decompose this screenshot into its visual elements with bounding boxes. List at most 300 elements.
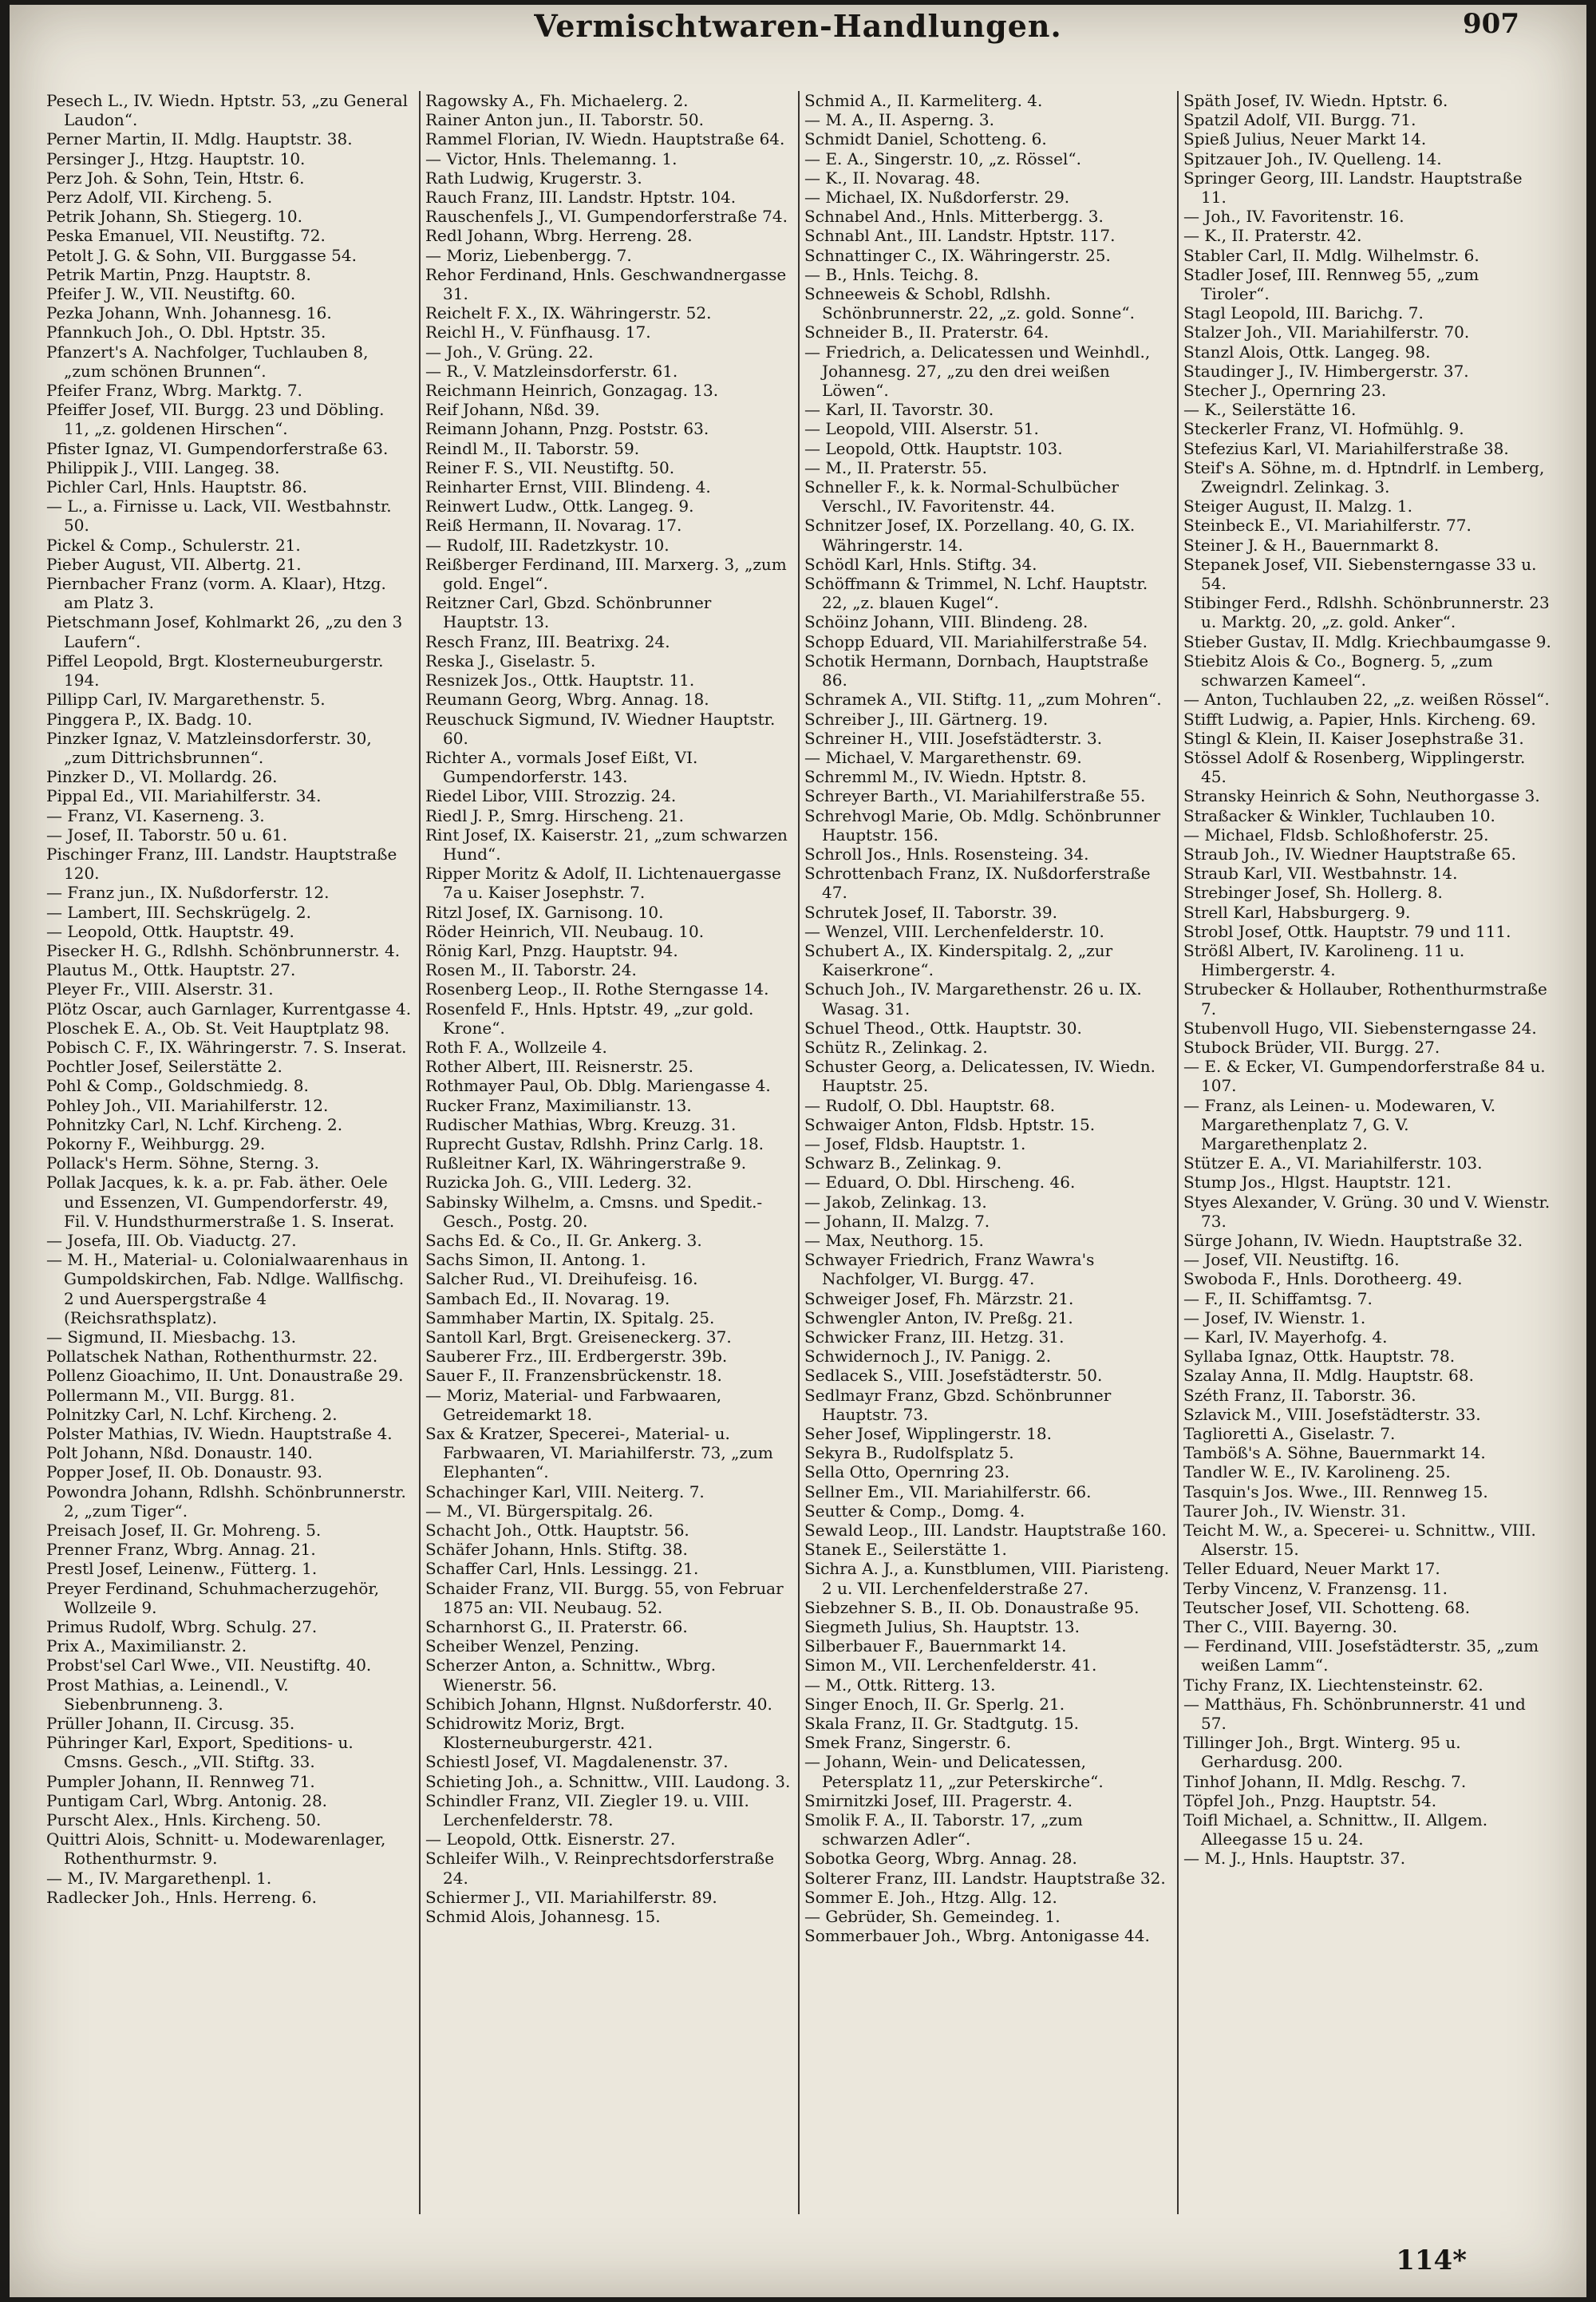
directory-entry: Strell Karl, Habsburgerg. 9. bbox=[1183, 902, 1411, 922]
directory-entry: Ruzicka Joh. G., VIII. Lederg. 32. bbox=[425, 1173, 692, 1193]
directory-entry: Schneller F., k. k. Normal-Schulbücher Verschl., IV. Favoritenstr. 44. bbox=[804, 477, 1119, 516]
directory-entry: — M., IV. Margarethenpl. 1. bbox=[46, 1868, 272, 1888]
directory-entry: Reichmann Heinrich, Gonzagag. 13. bbox=[425, 381, 719, 401]
directory-entry: Schramek A., VII. Stiftg. 11, „zum Mohren“. bbox=[804, 690, 1162, 710]
directory-entry: Steinbeck E., VI. Mariahilferstr. 77. bbox=[1183, 516, 1472, 536]
directory-entry: Pleyer Fr., VIII. Alserstr. 31. bbox=[46, 979, 274, 999]
directory-entry: Perz Adolf, VII. Kircheng. 5. bbox=[46, 188, 273, 208]
directory-entry: Sommerbauer Joh., Wbrg. Antonigasse 44. bbox=[804, 1926, 1150, 1946]
directory-entry: Rudischer Mathias, Wbrg. Kreuzg. 31. bbox=[425, 1114, 737, 1134]
directory-entry: Strobl Josef, Ottk. Hauptstr. 79 und 111. bbox=[1183, 921, 1511, 941]
directory-entry: Preyer Ferdinand, Schuhmacherzugehör, Wollzeile 9. bbox=[46, 1578, 380, 1617]
directory-entry: Richter A., vormals Josef Eißt, VI. Gumpendorferstr. 143. bbox=[425, 747, 698, 787]
directory-entry: Schremml M., IV. Wiedn. Hptstr. 8. bbox=[804, 767, 1087, 787]
directory-entry: Sommer E. Joh., Htzg. Allg. 12. bbox=[804, 1887, 1057, 1907]
directory-entry: Popper Josef, II. Ob. Donaustr. 93. bbox=[46, 1462, 322, 1482]
directory-entry: Polster Mathias, IV. Wiedn. Hauptstraße 4. bbox=[46, 1424, 393, 1444]
directory-entry: Schaider Franz, VII. Burgg. 55, von Februar 1875 an: VII. Neubaug. 52. bbox=[425, 1578, 784, 1617]
directory-entry: Széth Franz, II. Taborstr. 36. bbox=[1183, 1385, 1416, 1405]
directory-entry: Schöffmann & Trimmel, N. Lchf. Hauptstr. 22, „z. blauen Kugel“. bbox=[804, 574, 1148, 613]
directory-entry: — Josef, IV. Wienstr. 1. bbox=[1183, 1307, 1366, 1327]
directory-entry: Stransky Heinrich & Sohn, Neuthorgasse 3. bbox=[1183, 786, 1540, 806]
column-3 bbox=[800, 91, 1179, 2214]
directory-entry: Powondra Johann, Rdlshh. Schönbrunnerstr. 2, „zum Tiger“. bbox=[46, 1481, 406, 1521]
directory-entry: Sauberer Frz., III. Erdbergerstr. 39b. bbox=[425, 1347, 728, 1367]
directory-entry: Sewald Leop., III. Landstr. Hauptstraße 160. bbox=[804, 1521, 1167, 1541]
directory-entry: Schwengler Anton, IV. Preßg. 21. bbox=[804, 1307, 1073, 1327]
directory-entry: Seher Josef, Wipplingerstr. 18. bbox=[804, 1424, 1052, 1444]
directory-entry: Reska J., Giselastr. 5. bbox=[425, 651, 596, 670]
directory-entry: Schuch Joh., IV. Margarethenstr. 26 u. IX. Wasag. 31. bbox=[804, 979, 1142, 1018]
directory-entry: — Joh., IV. Favoritenstr. 16. bbox=[1183, 207, 1404, 227]
directory-entry: Quittri Alois, Schnitt- u. Modewarenlager, Rothenthurmstr. 9. bbox=[46, 1829, 386, 1869]
directory-entry: Tamböß's A. Söhne, Bauernmarkt 14. bbox=[1183, 1443, 1486, 1463]
directory-entry: Peska Emanuel, VII. Neustiftg. 72. bbox=[46, 226, 326, 246]
directory-entry: — B., Hnls. Teichg. 8. bbox=[804, 264, 979, 284]
directory-entry: Schütz R., Zelinkag. 2. bbox=[804, 1037, 988, 1057]
directory-entry: — Josef, II. Taborstr. 50 u. 61. bbox=[46, 825, 288, 844]
directory-entry: Schneeweis & Schobl, Rdlshh. Schönbrunnerstr. 22, „z. gold. Sonne“. bbox=[804, 284, 1135, 323]
directory-entry: — Anton, Tuchlauben 22, „z. weißen Rössel“. bbox=[1183, 690, 1550, 710]
directory-entry: — Sigmund, II. Miesbachg. 13. bbox=[46, 1327, 297, 1347]
directory-entry: Pillipp Carl, IV. Margarethenstr. 5. bbox=[46, 690, 326, 710]
directory-entry: — Jakob, Zelinkag. 13. bbox=[804, 1192, 987, 1212]
directory-entry: Stump Jos., Hlgst. Hauptstr. 121. bbox=[1183, 1173, 1452, 1193]
directory-entry: — M., Ottk. Ritterg. 13. bbox=[804, 1675, 996, 1695]
directory-entry: Persinger J., Htzg. Hauptstr. 10. bbox=[46, 148, 306, 168]
directory-entry: Staudinger J., IV. Himbergerstr. 37. bbox=[1183, 361, 1469, 381]
directory-entry: Steiger August, II. Malzg. 1. bbox=[1183, 496, 1413, 516]
directory-entry: Pokorny F., Weihburgg. 29. bbox=[46, 1133, 266, 1153]
column-2 bbox=[421, 91, 800, 2214]
directory-entry: — M., II. Praterstr. 55. bbox=[804, 457, 987, 477]
directory-entry: Prestl Josef, Leinenw., Fütterg. 1. bbox=[46, 1559, 318, 1579]
directory-entry: Prenner Franz, Wbrg. Annag. 21. bbox=[46, 1540, 316, 1560]
directory-entry: Schöinz Johann, VIII. Blindeng. 28. bbox=[804, 612, 1088, 632]
directory-entry: Ripper Moritz & Adolf, II. Lichtenauergasse 7a u. Kaiser Josephstr. 7. bbox=[425, 864, 781, 903]
directory-entry: — Lambert, III. Sechskrügelg. 2. bbox=[46, 902, 311, 922]
directory-entry: Schnabel And., Hnls. Mitterbergg. 3. bbox=[804, 207, 1104, 227]
directory-entry: Sachs Ed. & Co., II. Gr. Ankerg. 3. bbox=[425, 1230, 702, 1250]
directory-entry: — E. & Ecker, VI. Gumpendorferstraße 84 u. 107. bbox=[1183, 1057, 1546, 1096]
directory-entry: — Friedrich, a. Delicatessen und Weinhdl., Johannesg. 27, „zu den drei weißen Löwen“. bbox=[804, 342, 1151, 401]
directory-entry: Syllaba Ignaz, Ottk. Hauptstr. 78. bbox=[1183, 1347, 1456, 1367]
directory-entry: Preisach Josef, II. Gr. Mohreng. 5. bbox=[46, 1521, 322, 1541]
directory-entry: Prix A., Maximilianstr. 2. bbox=[46, 1636, 247, 1656]
directory-entry: Schiermer J., VII. Mariahilferstr. 89. bbox=[425, 1887, 717, 1907]
directory-entry: Spitzauer Joh., IV. Quelleng. 14. bbox=[1183, 148, 1442, 168]
directory-entry: Sedlacek S., VIII. Josefstädterstr. 50. bbox=[804, 1366, 1103, 1386]
directory-entry: Rauschenfels J., VI. Gumpendorferstraße 74. bbox=[425, 207, 788, 227]
directory-entry: Straub Karl, VII. Westbahnstr. 14. bbox=[1183, 864, 1458, 884]
directory-entry: Reißberger Ferdinand, III. Marxerg. 3, „zum gold. Engel“. bbox=[425, 554, 787, 594]
directory-entry: Schiestl Josef, VI. Magdalenenstr. 37. bbox=[425, 1752, 729, 1772]
directory-entry: Styes Alexander, V. Grüng. 30 und V. Wienstr. 73. bbox=[1183, 1192, 1551, 1231]
directory-entry: Sellner Em., VII. Mariahilferstr. 66. bbox=[804, 1481, 1092, 1501]
directory-entry: Schneider B., II. Praterstr. 64. bbox=[804, 322, 1049, 342]
directory-entry: Tillinger Joh., Brgt. Winterg. 95 u. Gerhardusg. 200. bbox=[1183, 1733, 1461, 1772]
directory-entry: — Leopold, Ottk. Eisnerstr. 27. bbox=[425, 1829, 676, 1849]
directory-entry: Schubert A., IX. Kinderspitalg. 2, „zur Kaiserkrone“. bbox=[804, 940, 1113, 980]
directory-entry: Pickel & Comp., Schulerstr. 21. bbox=[46, 535, 301, 555]
directory-entry: Polnitzky Carl, N. Lchf. Kircheng. 2. bbox=[46, 1404, 338, 1424]
directory-entry: Strubecker & Hollauber, Rothenthurmstraße 7. bbox=[1183, 979, 1547, 1018]
directory-entry: — Leopold, Ottk. Hauptstr. 49. bbox=[46, 921, 294, 941]
directory-entry: Rosenfeld F., Hnls. Hptstr. 49, „zur gold. Krone“. bbox=[425, 999, 754, 1038]
directory-entry: — Karl, IV. Mayerhofg. 4. bbox=[1183, 1327, 1388, 1347]
directory-entry: Reichelt F. X., IX. Währingerstr. 52. bbox=[425, 303, 712, 323]
directory-entry: Perz Joh. & Sohn, Tein, Htstr. 6. bbox=[46, 168, 305, 188]
directory-entry: Rothmayer Paul, Ob. Dblg. Mariengasse 4. bbox=[425, 1076, 771, 1096]
directory-entry: Stecher J., Opernring 23. bbox=[1183, 381, 1387, 401]
directory-entry: Petrik Johann, Sh. Stiegerg. 10. bbox=[46, 207, 302, 227]
directory-entry: Pfister Ignaz, VI. Gumpendorferstraße 63. bbox=[46, 438, 389, 458]
directory-entry: Rammel Florian, IV. Wiedn. Hauptstraße 64. bbox=[425, 129, 785, 149]
directory-entry: Teutscher Josef, VII. Schotteng. 68. bbox=[1183, 1597, 1471, 1617]
directory-entry: Stieber Gustav, II. Mdlg. Kriechbaumgasse 9. bbox=[1183, 631, 1551, 651]
directory-entry: Schmidt Daniel, Schotteng. 6. bbox=[804, 129, 1047, 149]
directory-entry: Schmid Alois, Johannesg. 15. bbox=[425, 1907, 661, 1927]
directory-entry: — Ferdinand, VIII. Josefstädterstr. 35, „zum weißen Lamm“. bbox=[1183, 1636, 1539, 1675]
directory-entry: Terby Vincenz, V. Franzensg. 11. bbox=[1183, 1578, 1448, 1598]
directory-entry: — Michael, V. Margarethenstr. 69. bbox=[804, 747, 1082, 767]
directory-entry: Schweiger Josef, Fh. Märzstr. 21. bbox=[804, 1288, 1074, 1308]
directory-entry: — Michael, Fldsb. Schloßhoferstr. 25. bbox=[1183, 825, 1489, 844]
directory-entry: Solterer Franz, III. Landstr. Hauptstraße 32. bbox=[804, 1868, 1166, 1888]
directory-entry: Rosenberg Leop., II. Rothe Sterngasse 14. bbox=[425, 979, 769, 999]
directory-entry: Rucker Franz, Maximilianstr. 13. bbox=[425, 1095, 692, 1115]
directory-entry: Rußleitner Karl, IX. Währingerstraße 9. bbox=[425, 1153, 747, 1173]
page-number: 907 bbox=[1463, 8, 1519, 40]
directory-entry: Pinzker D., VI. Mollardg. 26. bbox=[46, 767, 278, 787]
directory-entry: Petrik Martin, Pnzg. Hauptstr. 8. bbox=[46, 264, 311, 284]
directory-entry: Santoll Karl, Brgt. Greiseneckerg. 37. bbox=[425, 1327, 732, 1347]
directory-entry: Strößl Albert, IV. Karolineng. 11 u. Himbergerstr. 4. bbox=[1183, 940, 1465, 980]
directory-entry: Pohnitzky Carl, N. Lchf. Kircheng. 2. bbox=[46, 1114, 343, 1134]
directory-entry: Salcher Rud., VI. Dreihufeisg. 16. bbox=[425, 1269, 698, 1289]
directory-entry: Scheiber Wenzel, Penzing. bbox=[425, 1636, 639, 1656]
directory-entry: — Josefa, III. Ob. Viaductg. 27. bbox=[46, 1230, 297, 1250]
directory-entry: Stepanek Josef, VII. Siebensterngasse 33 u. 54. bbox=[1183, 554, 1537, 594]
directory-entry: Siebzehner S. B., II. Ob. Donaustraße 95. bbox=[804, 1597, 1140, 1617]
directory-entry: Skala Franz, II. Gr. Stadtgutg. 15. bbox=[804, 1714, 1080, 1734]
directory-entry: — Gebrüder, Sh. Gemeindeg. 1. bbox=[804, 1907, 1061, 1927]
directory-entry: Töpfel Joh., Pnzg. Hauptstr. 54. bbox=[1183, 1790, 1437, 1810]
directory-entry: Szlavick M., VIII. Josefstädterstr. 33. bbox=[1183, 1404, 1481, 1424]
directory-entry: Singer Enoch, II. Gr. Sperlg. 21. bbox=[804, 1694, 1065, 1714]
directory-entry: Reichl H., V. Fünfhausg. 17. bbox=[425, 322, 651, 342]
directory-entry: Tinhof Johann, II. Mdlg. Reschg. 7. bbox=[1183, 1771, 1467, 1791]
directory-entry: Schrottenbach Franz, IX. Nußdorferstraße 47. bbox=[804, 864, 1151, 903]
directory-entry: Schäfer Johann, Hnls. Stiftg. 38. bbox=[425, 1540, 688, 1560]
column-1 bbox=[41, 91, 421, 2214]
directory-entry: Pischinger Franz, III. Landstr. Hauptstraße 120. bbox=[46, 844, 397, 884]
directory-entry: — Leopold, VIII. Alserstr. 51. bbox=[804, 419, 1039, 439]
directory-entry: Siegmeth Julius, Sh. Hauptstr. 13. bbox=[804, 1617, 1080, 1637]
directory-entry: Polt Johann, Nßd. Donaustr. 140. bbox=[46, 1443, 313, 1463]
directory-entry: Sabinsky Wilhelm, a. Cmsns. und Spedit.-Gesch., Postg. 20. bbox=[425, 1192, 763, 1231]
directory-entry: Pisecker H. G., Rdlshh. Schönbrunnerstr. 4. bbox=[46, 940, 401, 960]
directory-entry: Smolik F. A., II. Taborstr. 17, „zum schwarzen Adler“. bbox=[804, 1810, 1083, 1849]
directory-entry: Ragowsky A., Fh. Michaelerg. 2. bbox=[425, 91, 689, 110]
directory-entry: Szalay Anna, II. Mdlg. Hauptstr. 68. bbox=[1183, 1366, 1474, 1386]
directory-entry: Pollak Jacques, k. k. a. pr. Fab. äther. Oele und Essenzen, VI. Gumpendorferstr. 49, Fil. V. Hundsthurmerstraße 1. S. Inserat. bbox=[46, 1173, 395, 1231]
directory-entry: Silberbauer F., Bauernmarkt 14. bbox=[804, 1636, 1067, 1656]
directory-entry: Pfeiffer Josef, VII. Burgg. 23 und Döbling. 11, „z. goldenen Hirschen“. bbox=[46, 400, 385, 439]
directory-entry: Schreiber J., III. Gärtnerg. 19. bbox=[804, 709, 1049, 729]
directory-entry: Pochtler Josef, Seilerstätte 2. bbox=[46, 1057, 282, 1077]
directory-entry: Stubenvoll Hugo, VII. Siebensterngasse 24. bbox=[1183, 1018, 1537, 1038]
page-header bbox=[41, 5, 1555, 65]
directory-entry: Schwaiger Anton, Fldsb. Hptstr. 15. bbox=[804, 1114, 1096, 1134]
directory-entry: Schreyer Barth., VI. Mariahilferstraße 55. bbox=[804, 786, 1146, 806]
directory-entry: Springer Georg, III. Landstr. Hauptstraße 11. bbox=[1183, 168, 1523, 208]
directory-entry: Stefezius Karl, VI. Mariahilferstraße 38. bbox=[1183, 438, 1509, 458]
directory-entry: Schibich Johann, Hlgnst. Nußdorferstr. 40. bbox=[425, 1694, 772, 1714]
directory-entry: Schacht Joh., Ottk. Hauptstr. 56. bbox=[425, 1521, 689, 1541]
directory-entry: Steckerler Franz, VI. Hofmühlg. 9. bbox=[1183, 419, 1464, 439]
directory-entry: Reif Johann, Nßd. 39. bbox=[425, 400, 600, 420]
directory-entry: Stabler Carl, II. Mdlg. Wilhelmstr. 6. bbox=[1183, 245, 1479, 265]
directory-entry: Schnitzer Josef, IX. Porzellang. 40, G. IX. Währingerstr. 14. bbox=[804, 516, 1136, 555]
directory-entry: Schuster Georg, a. Delicatessen, IV. Wiedn. Hauptstr. 25. bbox=[804, 1057, 1156, 1096]
directory-entry: Reindl M., II. Taborstr. 59. bbox=[425, 438, 640, 458]
directory-entry: Ritzl Josef, IX. Garnisong. 10. bbox=[425, 902, 664, 922]
directory-entry: Schödl Karl, Hnls. Stiftg. 34. bbox=[804, 554, 1037, 574]
directory-entry: Schreiner H., VIII. Josefstädterstr. 3. bbox=[804, 728, 1103, 748]
directory-entry: Probst'sel Carl Wwe., VII. Neustiftg. 40. bbox=[46, 1655, 372, 1675]
directory-entry: Resch Franz, III. Beatrixg. 24. bbox=[425, 631, 670, 651]
directory-entry: Redl Johann, Wbrg. Herreng. 28. bbox=[425, 226, 693, 246]
directory-entry: Schindler Franz, VII. Ziegler 19. u. VIII. Lerchenfelderstr. 78. bbox=[425, 1790, 749, 1830]
directory-entry: Resnizek Jos., Ottk. Hauptstr. 11. bbox=[425, 670, 695, 690]
directory-entry: Strebinger Josef, Sh. Hollerg. 8. bbox=[1183, 883, 1443, 903]
directory-entry: — Victor, Hnls. Thelemanng. 1. bbox=[425, 148, 678, 168]
directory-entry: Rath Ludwig, Krugerstr. 3. bbox=[425, 168, 642, 188]
directory-entry: Pfeifer J. W., VII. Neustiftg. 60. bbox=[46, 284, 296, 304]
directory-entry: — Michael, IX. Nußdorferstr. 29. bbox=[804, 188, 1070, 208]
directory-entry: Schwarz B., Zelinkag. 9. bbox=[804, 1153, 1002, 1173]
directory-entry: Sax & Kratzer, Specerei-, Material- u. Farbwaaren, VI. Mariahilferstr. 73, „zum Elephanten“. bbox=[425, 1424, 773, 1482]
directory-entry: Sauer F., II. Franzensbrückenstr. 18. bbox=[425, 1366, 722, 1386]
directory-entry: Tasquin's Jos. Wwe., III. Rennweg 15. bbox=[1183, 1481, 1488, 1501]
directory-entry: Sürge Johann, IV. Wiedn. Hauptstraße 32. bbox=[1183, 1230, 1523, 1250]
directory-entry: Reiner F. S., VII. Neustiftg. 50. bbox=[425, 457, 675, 477]
directory-entry: Pobisch C. F., IX. Währingerstr. 7. S. Inserat. bbox=[46, 1037, 407, 1057]
column-4 bbox=[1179, 91, 1558, 2214]
directory-entry: Sella Otto, Opernring 23. bbox=[804, 1462, 1010, 1482]
directory-entry: — M. A., II. Asperng. 3. bbox=[804, 110, 994, 130]
directory-entry: Reitzner Carl, Gbzd. Schönbrunner Hauptstr. 13. bbox=[425, 593, 712, 632]
directory-entry: Stifft Ludwig, a. Papier, Hnls. Kircheng. 69. bbox=[1183, 709, 1536, 729]
directory-entry: Pühringer Karl, Export, Speditions- u. Cmsns. Gesch., „VII. Stiftg. 33. bbox=[46, 1733, 354, 1772]
directory-entry: — M., VI. Bürgerspitalg. 26. bbox=[425, 1501, 654, 1521]
directory-entry: Pieber August, VII. Albertg. 21. bbox=[46, 554, 302, 574]
directory-entry: Pinzker Ignaz, V. Matzleinsdorferstr. 30, „zum Dittrichsbrunnen“. bbox=[46, 728, 372, 767]
directory-entry: Stagl Leopold, III. Barichg. 7. bbox=[1183, 303, 1424, 323]
directory-entry: Stubock Brüder, VII. Burgg. 27. bbox=[1183, 1037, 1440, 1057]
directory-entry: — Karl, II. Tavorstr. 30. bbox=[804, 400, 994, 420]
directory-entry: Scharnhorst G., II. Praterstr. 66. bbox=[425, 1617, 688, 1637]
directory-entry: — Johann, Wein- und Delicatessen, Petersplatz 11, „zur Peterskirche“. bbox=[804, 1752, 1104, 1791]
directory-entry: — Franz jun., IX. Nußdorferstr. 12. bbox=[46, 883, 330, 903]
directory-entry: Steiner J. & H., Bauernmarkt 8. bbox=[1183, 535, 1440, 555]
directory-entry: Pezka Johann, Wnh. Johannesg. 16. bbox=[46, 303, 332, 323]
directory-entry: — Johann, II. Malzg. 7. bbox=[804, 1211, 990, 1231]
directory-entry: Pollenz Gioachimo, II. Unt. Donaustraße 29. bbox=[46, 1366, 404, 1386]
directory-entry: Stanek E., Seilerstätte 1. bbox=[804, 1540, 1007, 1560]
directory-entry: Schieting Joh., a. Schnittw., VIII. Laudong. 3. bbox=[425, 1771, 791, 1791]
directory-entry: — Franz, als Leinen- u. Modewaren, V. Margarethenplatz 7, G. V. Margarethenplatz 2. bbox=[1183, 1095, 1496, 1153]
directory-entry: Riedel Libor, VIII. Strozzig. 24. bbox=[425, 786, 677, 806]
directory-entry: — Matthäus, Fh. Schönbrunnerstr. 41 und 57. bbox=[1183, 1694, 1526, 1734]
directory-entry: Pietschmann Josef, Kohlmarkt 26, „zu den 3 Laufern“. bbox=[46, 612, 403, 651]
directory-entry: Ruprecht Gustav, Rdlshh. Prinz Carlg. 18. bbox=[425, 1133, 764, 1153]
directory-entry: — Wenzel, VIII. Lerchenfelderstr. 10. bbox=[804, 921, 1104, 941]
directory-entry: Piffel Leopold, Brgt. Klosterneuburgerstr. 194. bbox=[46, 651, 384, 690]
directory-entry: Schrehvogl Marie, Ob. Mdlg. Schönbrunner Hauptstr. 156. bbox=[804, 805, 1161, 844]
directory-entry: — Rudolf, O. Dbl. Hauptstr. 68. bbox=[804, 1095, 1056, 1115]
directory-entry: Stadler Josef, III. Rennweg 55, „zum Tiroler“. bbox=[1183, 264, 1479, 304]
directory-entry: — Leopold, Ottk. Hauptstr. 103. bbox=[804, 438, 1063, 458]
directory-entry: Sammhaber Martin, IX. Spitalg. 25. bbox=[425, 1307, 715, 1327]
directory-entry: Rainer Anton jun., II. Taborstr. 50. bbox=[425, 110, 704, 130]
directory-entry: Schnabl Ant., III. Landstr. Hptstr. 117. bbox=[804, 226, 1116, 246]
directory-entry: Prost Mathias, a. Leinendl., V. Siebenbrunneng. 3. bbox=[46, 1675, 289, 1714]
directory-entry: Sedlmayr Franz, Gbzd. Schönbrunner Hauptstr. 73. bbox=[804, 1385, 1112, 1424]
directory-entry: — F., II. Schiffamtsg. 7. bbox=[1183, 1288, 1373, 1308]
directory-entry: — E. A., Singerstr. 10, „z. Rössel“. bbox=[804, 148, 1081, 168]
directory-entry: — M. J., Hnls. Hauptstr. 37. bbox=[1183, 1849, 1406, 1869]
directory-entry: Spatzil Adolf, VII. Burgg. 71. bbox=[1183, 110, 1416, 130]
signature-mark: 114* bbox=[1396, 2245, 1467, 2276]
directory-entry: — K., II. Praterstr. 42. bbox=[1183, 226, 1362, 246]
directory-entry: Smek Franz, Singerstr. 6. bbox=[804, 1733, 1012, 1753]
directory-entry: — Josef, Fldsb. Hauptstr. 1. bbox=[804, 1133, 1026, 1153]
directory-entry: Tandler W. E., IV. Karolineng. 25. bbox=[1183, 1462, 1451, 1482]
directory-entry: Steif's A. Söhne, m. d. Hptndrlf. in Lemberg, Zweigndrl. Zelinkag. 3. bbox=[1183, 457, 1545, 497]
directory-entry: Pippal Ed., VII. Mariahilferstr. 34. bbox=[46, 786, 322, 806]
directory-entry: Röder Heinrich, VII. Neubaug. 10. bbox=[425, 921, 705, 941]
directory-entry: Plautus M., Ottk. Hauptstr. 27. bbox=[46, 960, 296, 980]
directory-entry: Rauch Franz, III. Landstr. Hptstr. 104. bbox=[425, 188, 737, 208]
directory-entry: Prüller Johann, II. Circusg. 35. bbox=[46, 1714, 295, 1734]
directory-entry: Sambach Ed., II. Novarag. 19. bbox=[425, 1288, 670, 1308]
directory-entry: Sichra A. J., a. Kunstblumen, VIII. Piaristeng. 2 u. VII. Lerchenfelderstraße 27. bbox=[804, 1559, 1170, 1598]
directory-entry: — K., II. Novarag. 48. bbox=[804, 168, 981, 188]
directory-entry: Pohl & Comp., Goldschmiedg. 8. bbox=[46, 1076, 309, 1096]
directory-entry: Plötz Oscar, auch Garnlager, Kurrentgasse 4. bbox=[46, 999, 412, 1018]
directory-entry: Schnattinger C., IX. Währingerstr. 25. bbox=[804, 245, 1111, 265]
directory-entry: Swoboda F., Hnls. Dorotheerg. 49. bbox=[1183, 1269, 1463, 1289]
directory-entry: Simon M., VII. Lerchenfelderstr. 41. bbox=[804, 1655, 1097, 1675]
directory-entry: — Eduard, O. Dbl. Hirscheng. 46. bbox=[804, 1173, 1076, 1193]
directory-entry: Stingl & Klein, II. Kaiser Josephstraße 31. bbox=[1183, 728, 1524, 748]
directory-entry: Pfannkuch Joh., O. Dbl. Hptstr. 35. bbox=[46, 322, 326, 342]
directory-entry: Rint Josef, IX. Kaiserstr. 21, „zum schwarzen Hund“. bbox=[425, 825, 788, 864]
directory-entry: Stanzl Alois, Ottk. Langeg. 98. bbox=[1183, 342, 1431, 362]
directory-entry: — M. H., Material- u. Colonialwaarenhaus in Gumpoldskirchen, Fab. Ndlge. Wallfischg. 2 und Auerspergstraße 4 (Reichsrathsplatz). bbox=[46, 1250, 409, 1327]
directory-entry: Roth F. A., Wollzeile 4. bbox=[425, 1037, 607, 1057]
directory-page bbox=[10, 5, 1586, 2297]
directory-entry: Pichler Carl, Hnls. Hauptstr. 86. bbox=[46, 477, 307, 497]
directory-entry: Schopp Eduard, VII. Mariahilferstraße 54. bbox=[804, 631, 1148, 651]
directory-entry: Pfeifer Franz, Wbrg. Marktg. 7. bbox=[46, 381, 302, 401]
directory-entry: Seutter & Comp., Domg. 4. bbox=[804, 1501, 1025, 1521]
directory-entry: Stiebitz Alois & Co., Bognerg. 5, „zum schwarzen Kameel“. bbox=[1183, 651, 1493, 690]
page-title: Vermischtwaren-Handlungen. bbox=[534, 8, 1062, 44]
directory-entry: Rother Albert, III. Reisnerstr. 25. bbox=[425, 1057, 693, 1077]
directory-entry: Sachs Simon, II. Antong. 1. bbox=[425, 1250, 646, 1270]
directory-entry: Puntigam Carl, Wbrg. Antonig. 28. bbox=[46, 1790, 328, 1810]
directory-entry: — L., a. Firnisse u. Lack, VII. Westbahnstr. 50. bbox=[46, 496, 392, 536]
directory-entry: Piernbacher Franz (vorm. A. Klaar), Htzg. am Platz 3. bbox=[46, 574, 386, 613]
directory-entry: Spieß Julius, Neuer Markt 14. bbox=[1183, 129, 1427, 149]
directory-entry: Stalzer Joh., VII. Mariahilferstr. 70. bbox=[1183, 322, 1470, 342]
directory-entry: — Franz, VI. Kaserneng. 3. bbox=[46, 805, 265, 825]
directory-entry: Schwicker Franz, III. Hetzg. 31. bbox=[804, 1327, 1065, 1347]
directory-entry: Pfanzert's A. Nachfolger, Tuchlauben 8, „zum schönen Brunnen“. bbox=[46, 342, 369, 381]
directory-entry: Teicht M. W., a. Specerei- u. Schnittw., VIII. Alserstr. 15. bbox=[1183, 1521, 1536, 1560]
directory-entry: Taglioretti A., Giselastr. 7. bbox=[1183, 1424, 1396, 1444]
directory-entry: Taurer Joh., IV. Wienstr. 31. bbox=[1183, 1501, 1406, 1521]
directory-entry: Reumann Georg, Wbrg. Annag. 18. bbox=[425, 690, 709, 710]
directory-entry: Pollatschek Nathan, Rothenthurmstr. 22. bbox=[46, 1347, 378, 1367]
directory-entry: Schachinger Karl, VIII. Neiterg. 7. bbox=[425, 1481, 705, 1501]
directory-entry: Rosen M., II. Taborstr. 24. bbox=[425, 960, 637, 980]
directory-entry: Ther C., VIII. Bayerng. 30. bbox=[1183, 1617, 1398, 1637]
directory-entry: Pohley Joh., VII. Mariahilferstr. 12. bbox=[46, 1095, 329, 1115]
directory-entry: Späth Josef, IV. Wiedn. Hptstr. 6. bbox=[1183, 91, 1448, 110]
directory-entry: Schidrowitz Moriz, Brgt. Klosterneuburgerstr. 421. bbox=[425, 1714, 654, 1753]
directory-entry: — Joh., V. Grüng. 22. bbox=[425, 342, 594, 362]
directory-entry: Teller Eduard, Neuer Markt 17. bbox=[1183, 1559, 1440, 1579]
directory-entry: Pollermann M., VII. Burgg. 81. bbox=[46, 1385, 295, 1405]
directory-entry: Stössel Adolf & Rosenberg, Wipplingerstr. 45. bbox=[1183, 747, 1526, 787]
directory-entry: Tichy Franz, IX. Liechtensteinstr. 62. bbox=[1183, 1675, 1483, 1695]
directory-entry: Pumpler Johann, II. Rennweg 71. bbox=[46, 1771, 315, 1791]
directory-entry: Schwayer Friedrich, Franz Wawra's Nachfolger, VI. Burgg. 47. bbox=[804, 1250, 1095, 1289]
directory-entry: Straub Joh., IV. Wiedner Hauptstraße 65. bbox=[1183, 844, 1516, 864]
directory-entry: Rönig Karl, Pnzg. Hauptstr. 94. bbox=[425, 940, 678, 960]
directory-entry: Perner Martin, II. Mdlg. Hauptstr. 38. bbox=[46, 129, 353, 149]
directory-entry: Schuel Theod., Ottk. Hauptstr. 30. bbox=[804, 1018, 1082, 1038]
directory-entry: Scherzer Anton, a. Schnittw., Wbrg. Wienerstr. 56. bbox=[425, 1655, 717, 1695]
directory-entry: Purscht Alex., Hnls. Kircheng. 50. bbox=[46, 1810, 322, 1830]
directory-entry: Sekyra B., Rudolfsplatz 5. bbox=[804, 1443, 1014, 1463]
directory-entry: Schaffer Carl, Hnls. Lessingg. 21. bbox=[425, 1559, 699, 1579]
directory-entry: — Moriz, Liebenbergg. 7. bbox=[425, 245, 632, 265]
directory-entry: Philippik J., VIII. Langeg. 38. bbox=[46, 457, 280, 477]
directory-entry: Rehor Ferdinand, Hnls. Geschwandnergasse 31. bbox=[425, 264, 787, 304]
directory-entry: — K., Seilerstätte 16. bbox=[1183, 400, 1357, 420]
directory-entry: Reinwert Ludw., Ottk. Langeg. 9. bbox=[425, 496, 694, 516]
directory-entry: Reinharter Ernst, VIII. Blindeng. 4. bbox=[425, 477, 711, 497]
directory-entry: Straßacker & Winkler, Tuchlauben 10. bbox=[1183, 805, 1495, 825]
directory-entry: Primus Rudolf, Wbrg. Schulg. 27. bbox=[46, 1617, 318, 1637]
directory-entry: Schmid A., II. Karmeliterg. 4. bbox=[804, 91, 1043, 110]
directory-entry: Ploschek E. A., Ob. St. Veit Hauptplatz 98. bbox=[46, 1018, 389, 1038]
directory-entry: Pesech L., IV. Wiedn. Hptstr. 53, „zu General Laudon“. bbox=[46, 91, 409, 130]
directory-entry: — R., V. Matzleinsdorferstr. 61. bbox=[425, 361, 678, 381]
directory-entry: Smirnitzki Josef, III. Pragerstr. 4. bbox=[804, 1790, 1073, 1810]
directory-entry: Reiß Hermann, II. Novarag. 17. bbox=[425, 516, 682, 536]
directory-entry: Schotik Hermann, Dornbach, Hauptstraße 86. bbox=[804, 651, 1149, 690]
directory-entry: Schleifer Wilh., V. Reinprechtsdorferstraße 24. bbox=[425, 1849, 775, 1888]
directory-entry: Stibinger Ferd., Rdlshh. Schönbrunnerstr. 23 u. Marktg. 20, „z. gold. Anker“. bbox=[1183, 593, 1550, 632]
directory-entry: Toifl Michael, a. Schnittw., II. Allgem. Alleegasse 15 u. 24. bbox=[1183, 1810, 1488, 1849]
directory-entry: Reuschuck Sigmund, IV. Wiedner Hauptstr. 60. bbox=[425, 709, 776, 748]
